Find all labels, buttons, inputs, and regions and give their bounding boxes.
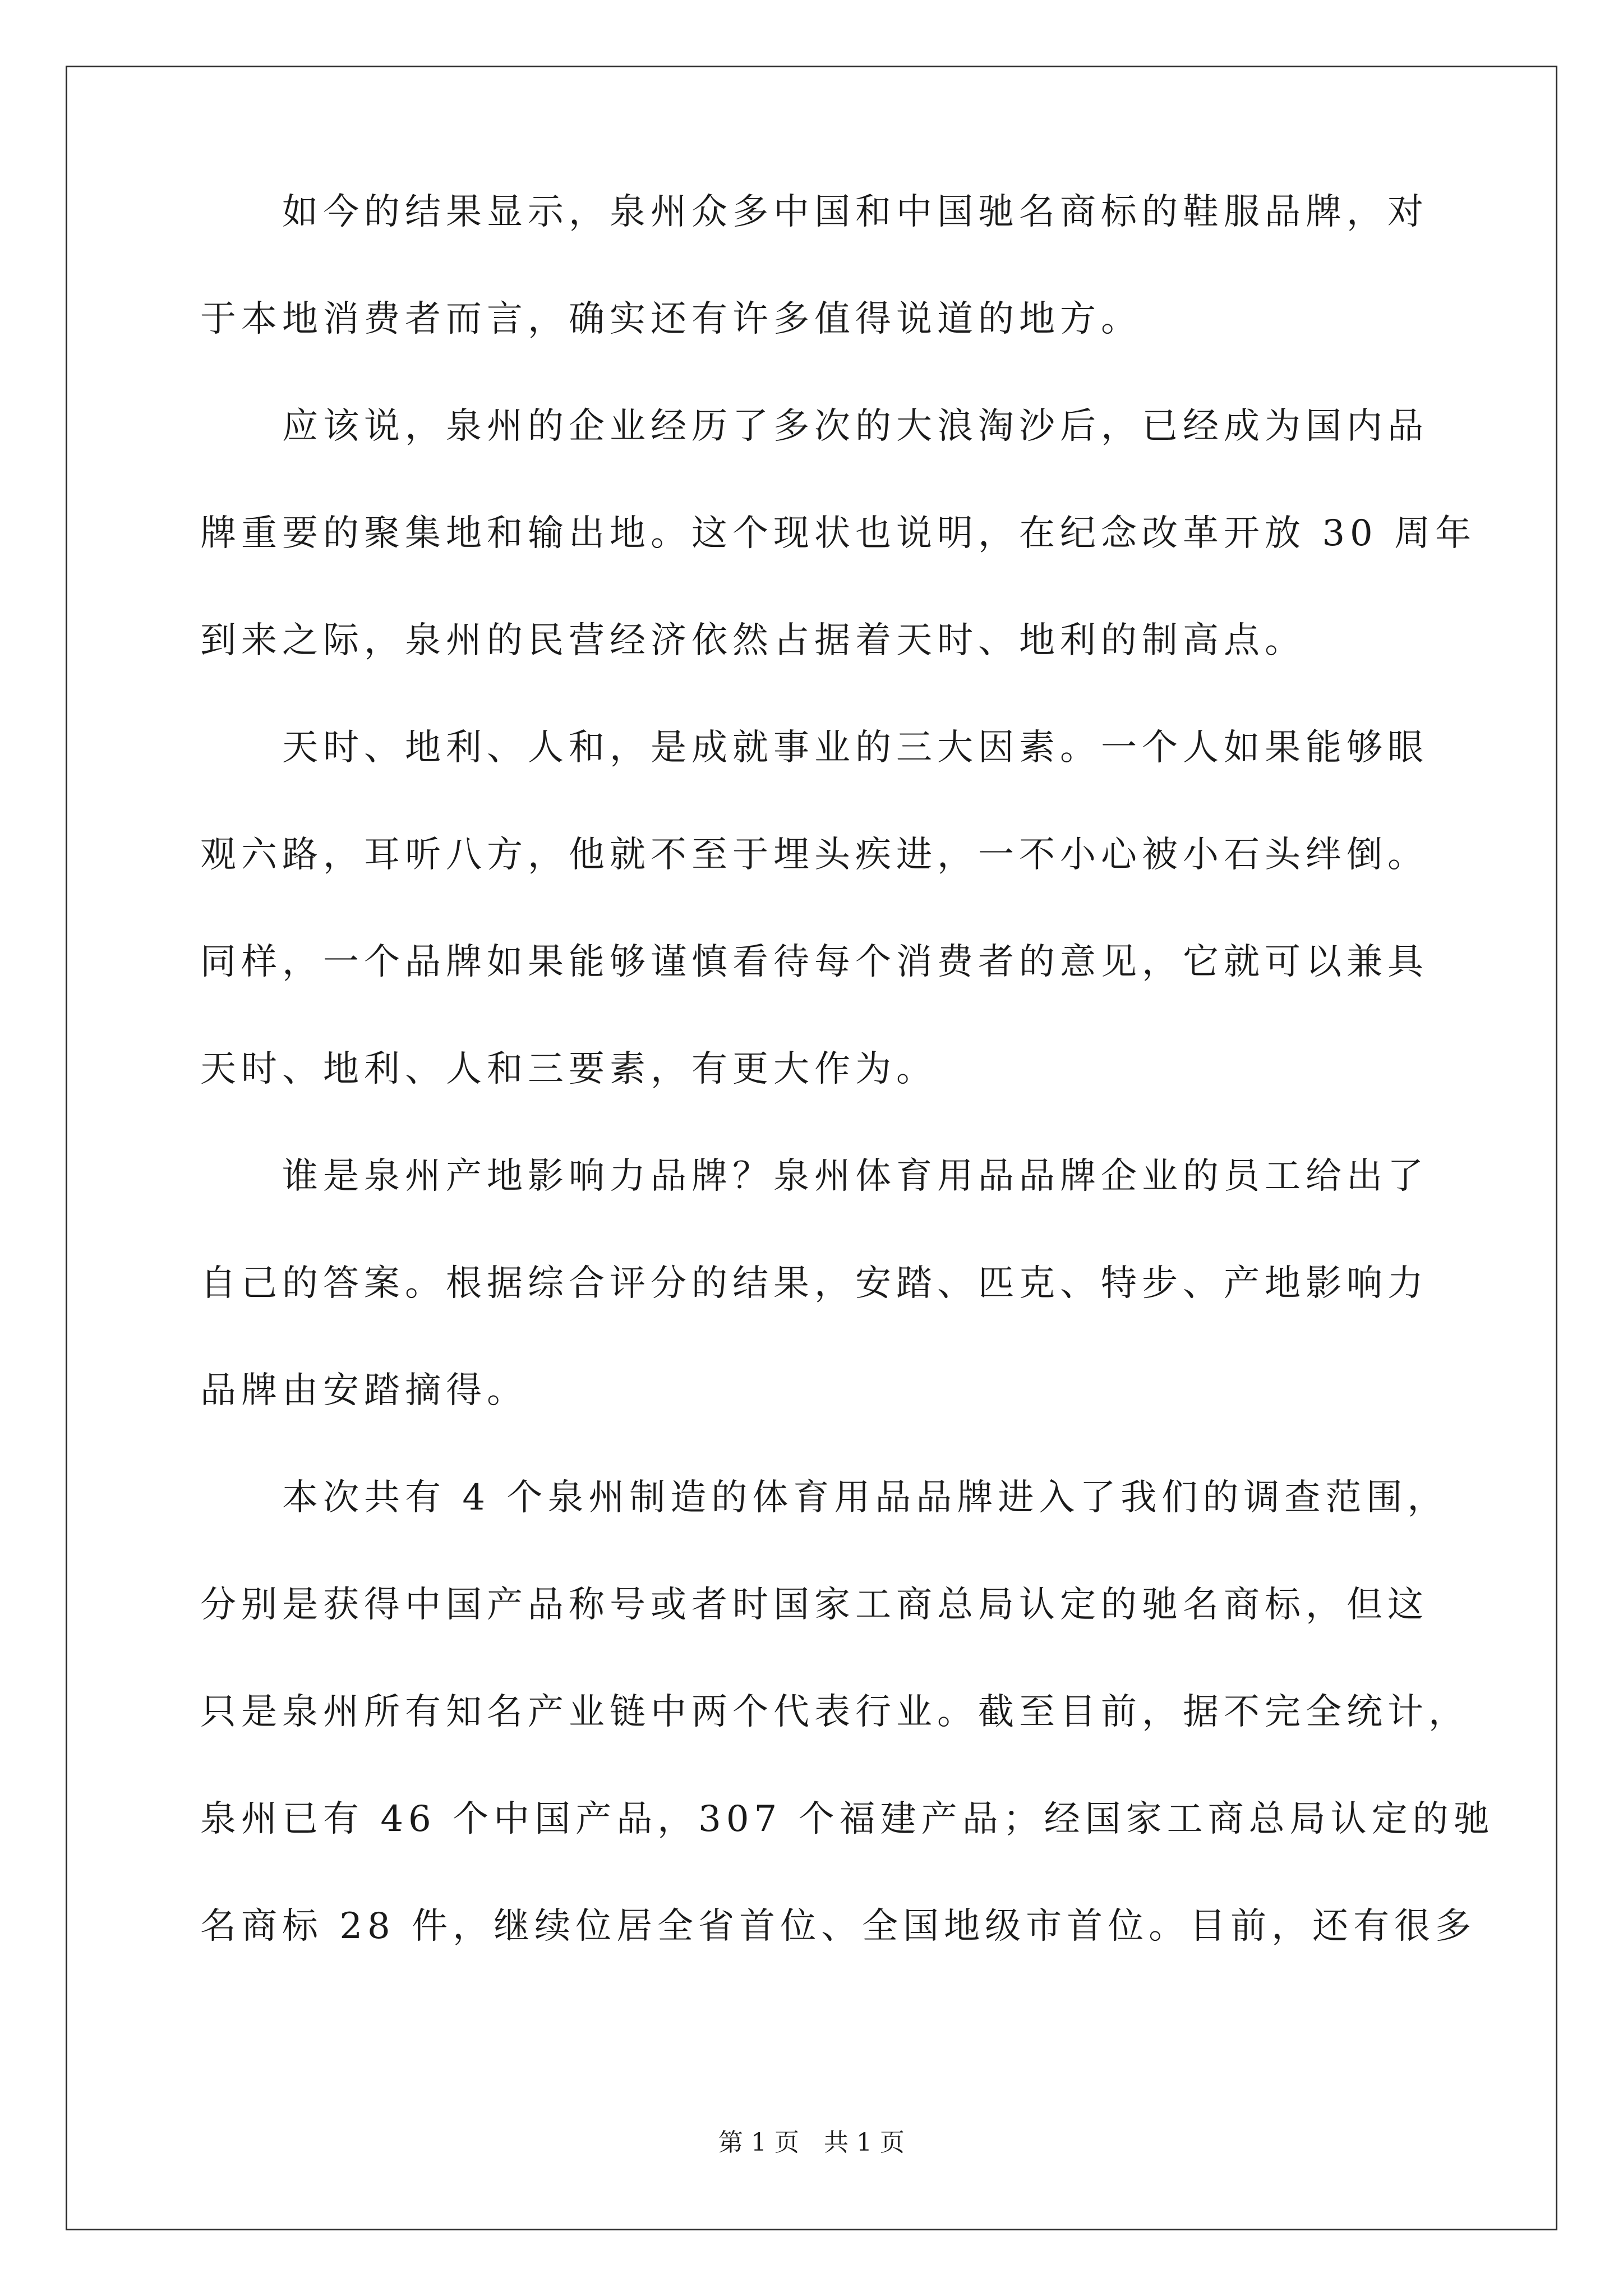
text-line: 品牌由安踏摘得。 xyxy=(200,1370,528,1411)
text-line: 于本地消费者而言，确实还有许多值得说道的地方。 xyxy=(200,298,1142,340)
text-line: 天时、地利、人和，是成就事业的三大因素。一个人如果能够眼 xyxy=(200,727,1428,769)
page-number-footer: 第 1 页 共 1 页 xyxy=(718,2128,905,2157)
text-line: 名商标 28 件，继续位居全省首位、全国地级市首位。目前，还有很多 xyxy=(200,1906,1477,1947)
text-line: 观六路，耳听八方，他就不至于埋头疾进，一不小心被小石头绊倒。 xyxy=(200,834,1428,876)
text-line: 到来之际，泉州的民营经济依然占据着天时、地利的制高点。 xyxy=(200,620,1306,661)
text-line: 牌重要的聚集地和输出地。这个现状也说明，在纪念改革开放 30 周年 xyxy=(200,513,1477,554)
text-line: 应该说，泉州的企业经历了多次的大浪淘沙后，已经成为国内品 xyxy=(200,406,1428,447)
text-line: 同样，一个品牌如果能够谨慎看待每个消费者的意见，它就可以兼具 xyxy=(200,941,1428,983)
text-line: 本次共有 4 个泉州制造的体育用品品牌进入了我们的调查范围， xyxy=(200,1477,1449,1519)
text-line: 自己的答案。根据综合评分的结果，安踏、匹克、特步、产地影响力 xyxy=(200,1263,1428,1304)
text-line: 天时、地利、人和三要素，有更大作为。 xyxy=(200,1048,937,1090)
text-line: 只是泉州所有知名产业链中两个代表行业。截至目前，据不完全统计， xyxy=(200,1691,1469,1733)
text-line: 如今的结果显示，泉州众多中国和中国驰名商标的鞋服品牌，对 xyxy=(200,191,1428,233)
text-line: 分别是获得中国产品称号或者时国家工商总局认定的驰名商标，但这 xyxy=(200,1584,1428,1626)
text-line: 谁是泉州产地影响力品牌？泉州体育用品品牌企业的员工给出了 xyxy=(200,1156,1428,1197)
text-line: 泉州已有 46 个中国产品，307 个福建产品；经国家工商总局认定的驰 xyxy=(200,1798,1495,1840)
